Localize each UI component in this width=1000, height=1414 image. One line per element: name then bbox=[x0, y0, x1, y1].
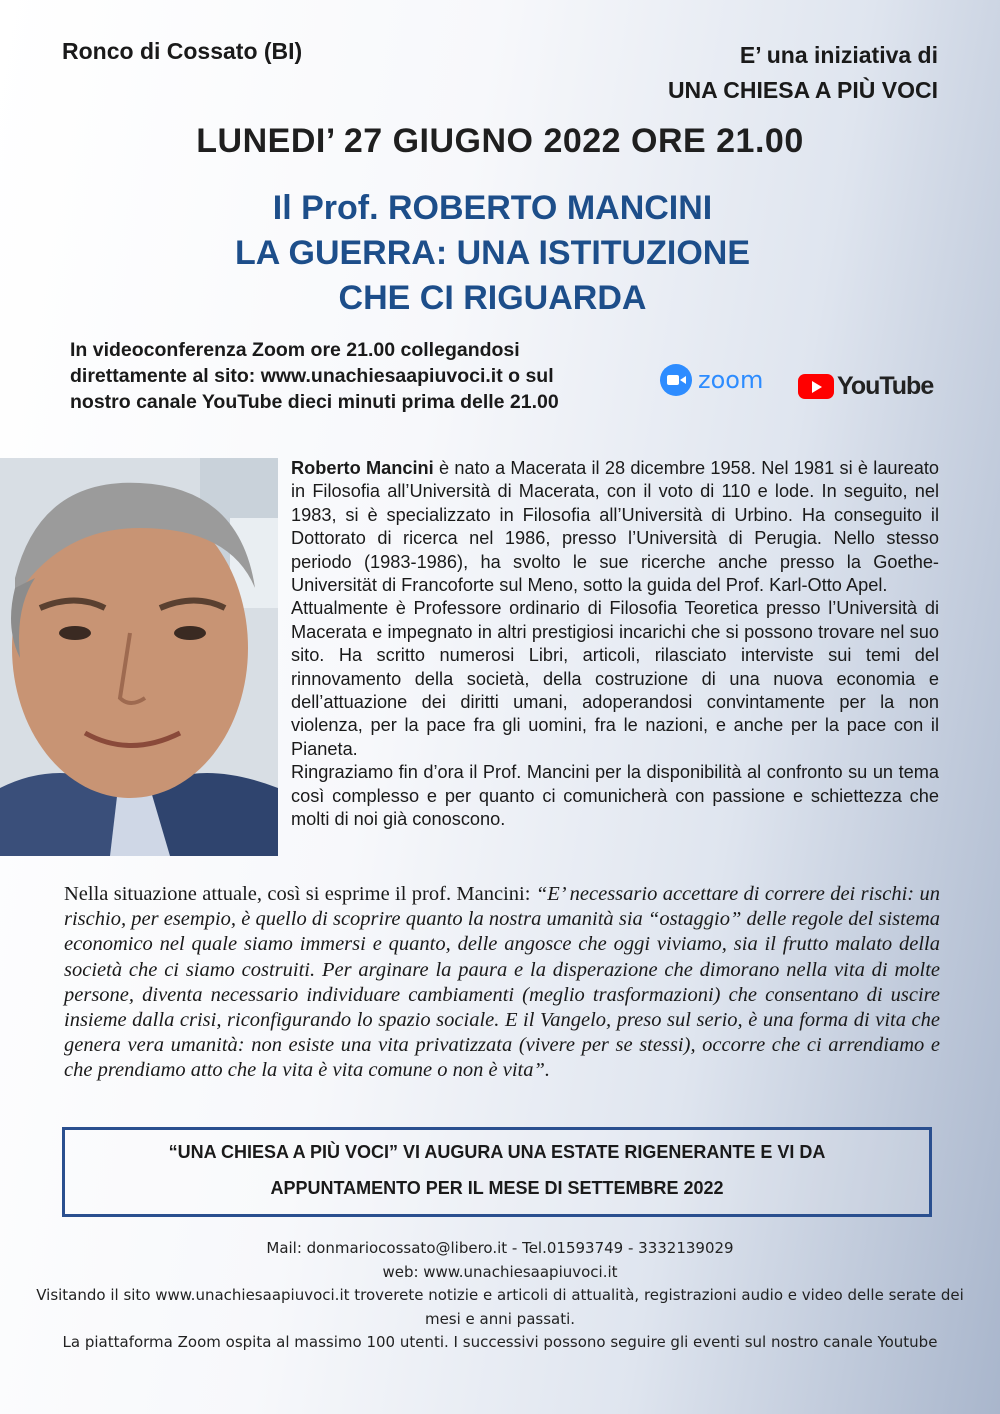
bio-paragraph-2: Attualmente è Professore ordinario di Filosofia Teoretica presso l’Università di Macerata e impegnato in altri prestigiosi incarichi che si possono trovare nel suo sito. Ha scritto numerosi Libri, articoli, rilasciato interviste sui temi del rinnovamento della società, della costruzione di una nuova economia e dell’attuazione dei diritti umani, adoperandosi convintamente per la non violenza, per la pace fra gli uomini, fra le nazioni, e anche per la pace con il Pianeta. bbox=[291, 598, 939, 759]
footer-contacts: Mail: donmariocossato@libero.it - Tel.01593749 - 3332139029 bbox=[266, 1239, 734, 1257]
organizer-block bbox=[668, 38, 938, 108]
streaming-line-3: nostro canale YouTube dieci minuti prima delle 21.00 bbox=[70, 391, 559, 413]
announcement-line-1: “UNA CHIESA A PIÙ VOCI” VI AUGURA UNA ESTATE RIGENERANTE E VI DA bbox=[168, 1142, 826, 1162]
initiative-line: E’ una iniziativa di bbox=[739, 42, 938, 68]
footer-visit-note: Visitando il sito www.unachiesaapiuvoci.it troverete notizie e articoli di attualità, registrazioni audio e video delle serate dei mesi e anni passati. bbox=[36, 1286, 964, 1328]
speaker-portrait-illustration bbox=[0, 458, 278, 856]
footer-web: web: www.unachiesaapiuvoci.it bbox=[382, 1262, 618, 1281]
organizer-name: UNA CHIESA A PIÙ VOCI bbox=[667, 77, 938, 103]
youtube-logo bbox=[798, 372, 933, 401]
footer-zoom-note: La piattaforma Zoom ospita al massimo 100 utenti. I successivi possono seguire gli eventi sul nostro canale Youtube bbox=[62, 1333, 938, 1351]
streaming-info bbox=[70, 337, 559, 415]
zoom-logo bbox=[660, 364, 763, 396]
speaker-photo bbox=[0, 458, 278, 856]
streaming-line-2: direttamente al sito: www.unachiesaapiuvoci.it o sul bbox=[70, 365, 554, 387]
location-label: Ronco di Cossato (BI) bbox=[62, 38, 303, 64]
summer-announcement-box bbox=[62, 1127, 932, 1217]
youtube-play-icon bbox=[798, 374, 834, 399]
talk-title-line-1: LA GUERRA: UNA ISTITUZIONE bbox=[234, 234, 750, 272]
mancini-quote bbox=[64, 882, 940, 1084]
bio-paragraph-1-text: è nato a Macerata il 28 dicembre 1958. Nel 1981 si è laureato in Filosofia all’Università di Macerata, con il voto di 110 e lode. In seguito, nel 1983, si è specializzato in Filosofia all’Università di Urbino. Ha conseguito il Dottorato di ricerca nel 1986, presso l’Università di Perugia. Nello stesso periodo (1983-1986), ha svolto le sue ricerche anche presso la Goethe-Universität di Francoforte sul Meno, sotto la guida del Prof. Karl-Otto Apel. bbox=[291, 458, 940, 596]
zoom-wordmark: zoom bbox=[698, 366, 764, 394]
quote-intro: Nella situazione attuale, così si esprime il prof. Mancini: bbox=[64, 883, 536, 905]
zoom-camera-icon bbox=[660, 364, 692, 396]
quote-text: “E’ necessario accettare di correre dei rischi: un rischio, per esempio, è quello di scoprire quanto la nostra umanità sia “ostaggio” delle regole del sistema economico nel quale siamo immersi e quanto, delle angosce che oggi viviamo, sia il frutto malato della società che ci siamo costruiti. Per arginare la paura e la disperazione che dimorano nella vita di molte persone, diventa necessario individuare cambiamenti (meglio trasformazioni) che consentano di uscire insieme dalla crisi, riconfigurando lo spazio sociale. E il Vangelo, preso sul serio, è una forma di vita che genera vera umanità: non esiste una vita privatizzata (vivere per se stessi), occorre che ci arrendiamo e che prendiamo atto che la vita è vita comune o non è vita”. bbox=[64, 883, 940, 1082]
bio-paragraph-1 bbox=[291, 457, 939, 597]
streaming-line-1: In videoconferenza Zoom ore 21.00 collegandosi bbox=[70, 339, 520, 361]
event-titles bbox=[0, 186, 985, 321]
footer bbox=[20, 1237, 980, 1355]
bio-paragraph-3: Ringraziamo fin d’ora il Prof. Mancini per la disponibilità al confronto su un tema così complesso e per quanto ci comunicherà con passione e schiettezza che molti di noi già conoscono. bbox=[291, 762, 939, 830]
talk-title-line-2: CHE CI RIGUARDA bbox=[338, 279, 647, 317]
speaker-biography bbox=[291, 457, 939, 832]
speaker-name: Il Prof. ROBERTO MANCINI bbox=[272, 189, 713, 227]
announcement-line-2: APPUNTAMENTO PER IL MESE DI SETTEMBRE 2022 bbox=[270, 1178, 724, 1198]
event-date-time: LUNEDI’ 27 GIUGNO 2022 ORE 21.00 bbox=[196, 122, 804, 160]
bio-name: Roberto Mancini bbox=[291, 458, 434, 478]
youtube-wordmark: YouTube bbox=[837, 372, 934, 400]
